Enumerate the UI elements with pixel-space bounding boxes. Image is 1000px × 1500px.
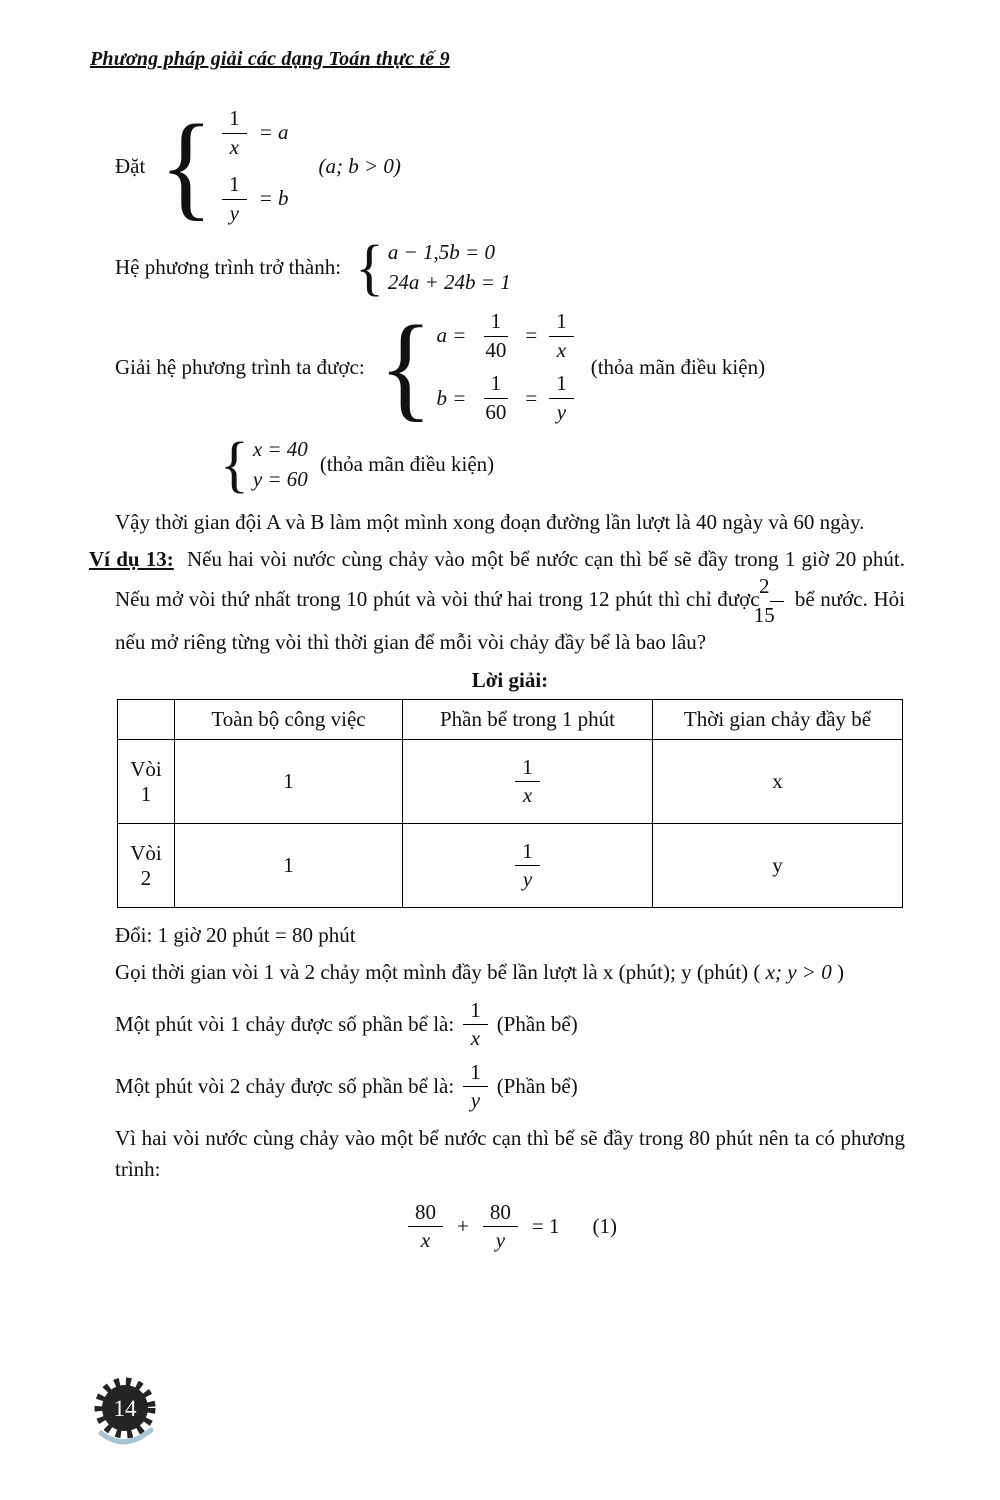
- equation-1: [115, 1201, 905, 1253]
- header-title: Phương pháp giải các dạng Toán thực tế 9: [90, 48, 450, 70]
- rate-line-2-unit: (Phần bể): [496, 1074, 578, 1099]
- solution-table: [117, 699, 903, 908]
- example-13-paragraph: [89, 544, 906, 658]
- fraction-numerator: 80: [483, 1201, 518, 1228]
- fraction-numerator: 2: [770, 575, 784, 602]
- rate-line-1-unit: (Phần bể): [496, 1012, 578, 1037]
- rate-cell: [403, 824, 653, 908]
- fraction-numerator: 1: [484, 372, 509, 399]
- example-13-text-before: Nếu hai vòi nước cùng chảy vào một bể nước cạn thì bể sẽ đầy trong 1 giờ 20 phút. Nếu mở vòi thứ nhất trong 10 phút và vòi thứ hai trong 12 phút thì chỉ được: [115, 547, 905, 612]
- gear-icon: [90, 1375, 164, 1455]
- table-header-cell: Thời gian chảy đầy bể: [653, 700, 903, 740]
- left-brace-icon: {: [378, 301, 433, 432]
- rate-line-1-text: Một phút vòi 1 chảy được số phần bể là:: [115, 1012, 455, 1037]
- page-number: 14: [113, 1396, 137, 1421]
- total-work-cell: 1: [175, 740, 403, 824]
- definition-condition: x; y > 0: [765, 960, 832, 985]
- fraction-denominator: y: [495, 1228, 506, 1253]
- system-becomes-label: Hệ phương trình trở thành:: [115, 255, 342, 280]
- page-content: [0, 71, 1000, 1253]
- fraction-denominator: 60: [485, 399, 507, 424]
- equation-line: [436, 310, 578, 362]
- fraction-denominator: 40: [485, 337, 507, 362]
- definition-text: Gọi thời gian vòi 1 và 2 chảy một mình đầy bể lần lượt là x (phút); y (phút) (: [115, 960, 761, 985]
- condition-note: (thỏa mãn điều kiện): [319, 452, 495, 477]
- substitution-label: Đặt: [115, 153, 146, 178]
- fraction-denominator: x: [420, 1228, 431, 1253]
- fraction: [478, 310, 513, 362]
- left-brace-icon: {: [355, 232, 384, 302]
- fraction: [515, 840, 540, 892]
- fraction-denominator: x: [470, 1026, 481, 1051]
- fraction-numerator: 1: [463, 1061, 488, 1088]
- system-xy: [220, 429, 308, 499]
- time-cell: y: [653, 824, 903, 908]
- fraction: [463, 999, 488, 1051]
- system-giai: [378, 301, 579, 432]
- rate-line-1: [115, 999, 905, 1051]
- reasoning-paragraph: Vì hai vòi nước cùng chảy vào một bể nước cạn thì bể sẽ đầy trong 80 phút nên ta có phương trình:: [115, 1125, 905, 1181]
- time-cell: x: [653, 740, 903, 824]
- condition-note: (thỏa mãn điều kiện): [590, 354, 766, 379]
- row-label: Vòi 1: [118, 740, 175, 824]
- fraction-numerator: 1: [463, 999, 488, 1026]
- system-becomes-block: [115, 232, 905, 302]
- fraction-numerator: 80: [408, 1201, 443, 1228]
- fraction: [515, 756, 540, 808]
- table-header-cell: Phần bể trong 1 phút: [403, 700, 653, 740]
- left-brace-icon: {: [220, 429, 249, 499]
- substitution-block: [115, 100, 905, 231]
- fraction: [549, 310, 574, 362]
- table-header-cell: [118, 700, 175, 740]
- fraction: [478, 372, 513, 424]
- solution-heading: Lời giải:: [471, 668, 549, 693]
- fraction-denominator: 15: [753, 602, 775, 627]
- fraction-numerator: 1: [222, 107, 247, 134]
- table-row: [118, 824, 903, 908]
- fraction: [753, 574, 784, 627]
- total-work-cell: 1: [175, 824, 403, 908]
- example-13-text-after: bể nước. Hỏi nếu mở riêng từng vòi thì thời gian để mỗi vòi chảy đầy bể là bao lâu?: [115, 587, 906, 655]
- equation-lead: a =: [436, 323, 467, 348]
- equation-rhs: = b: [258, 186, 289, 211]
- example-13-label: Ví dụ 13:: [89, 547, 174, 572]
- table-header-row: [118, 700, 903, 740]
- fraction: [408, 1201, 443, 1253]
- condition-text: (a; b > 0): [318, 153, 401, 178]
- system-he: [355, 232, 511, 302]
- definition-close: ): [836, 960, 844, 985]
- rate-cell: [403, 740, 653, 824]
- equation-lead: b =: [436, 385, 467, 410]
- page-number-badge: [90, 1375, 164, 1461]
- fraction-numerator: 1: [222, 173, 247, 200]
- equals-sign: =: [525, 323, 538, 348]
- rate-line-2: [115, 1061, 905, 1113]
- equals-sign: =: [525, 385, 538, 410]
- equation-rhs: = 1: [531, 1214, 560, 1239]
- variable-definition-paragraph: [115, 957, 905, 988]
- fraction: [463, 1061, 488, 1113]
- fraction-numerator: 1: [515, 756, 540, 783]
- equation-line: 24a + 24b = 1: [387, 270, 511, 295]
- fraction-numerator: 1: [484, 310, 509, 337]
- plus-sign: +: [457, 1214, 469, 1239]
- left-brace-icon: {: [159, 100, 214, 231]
- equation-number: (1): [592, 1214, 617, 1239]
- fraction-denominator: x: [229, 134, 239, 159]
- fraction: [483, 1201, 518, 1253]
- equation-line: a − 1,5b = 0: [387, 239, 495, 264]
- conversion-paragraph: Đổi: 1 giờ 20 phút = 80 phút: [115, 923, 356, 948]
- equation-line: y = 60: [252, 467, 308, 492]
- fraction-denominator: y: [229, 200, 239, 225]
- system-dat: [159, 100, 289, 231]
- fraction-numerator: 1: [549, 310, 574, 337]
- fraction-denominator: x: [556, 337, 567, 362]
- fraction: [222, 173, 247, 225]
- fraction-denominator: y: [556, 399, 567, 424]
- solution-block: [115, 429, 905, 499]
- fraction: [549, 372, 574, 424]
- equation-line: [436, 372, 578, 424]
- table-header-cell: Toàn bộ công việc: [175, 700, 403, 740]
- equation-line: [217, 107, 288, 159]
- fraction-numerator: 1: [515, 840, 540, 867]
- solve-system-label: Giải hệ phương trình ta được:: [115, 354, 365, 379]
- equation-line: [217, 173, 288, 225]
- conclusion-paragraph: Vậy thời gian đội A và B làm một mình xong đoạn đường lần lượt là 40 ngày và 60 ngày.: [115, 510, 865, 535]
- rate-line-2-text: Một phút vòi 2 chảy được số phần bể là:: [115, 1074, 455, 1099]
- equation-rhs: = a: [258, 120, 289, 145]
- fraction-denominator: x: [522, 783, 533, 808]
- fraction-denominator: y: [522, 867, 533, 892]
- fraction: [222, 107, 247, 159]
- equation-line: x = 40: [252, 436, 308, 461]
- page-header: [0, 0, 1000, 71]
- solve-system-block: [115, 301, 905, 432]
- table-row: [118, 740, 903, 824]
- row-label: Vòi 2: [118, 824, 175, 908]
- fraction-denominator: y: [470, 1088, 481, 1113]
- fraction-numerator: 1: [549, 372, 574, 399]
